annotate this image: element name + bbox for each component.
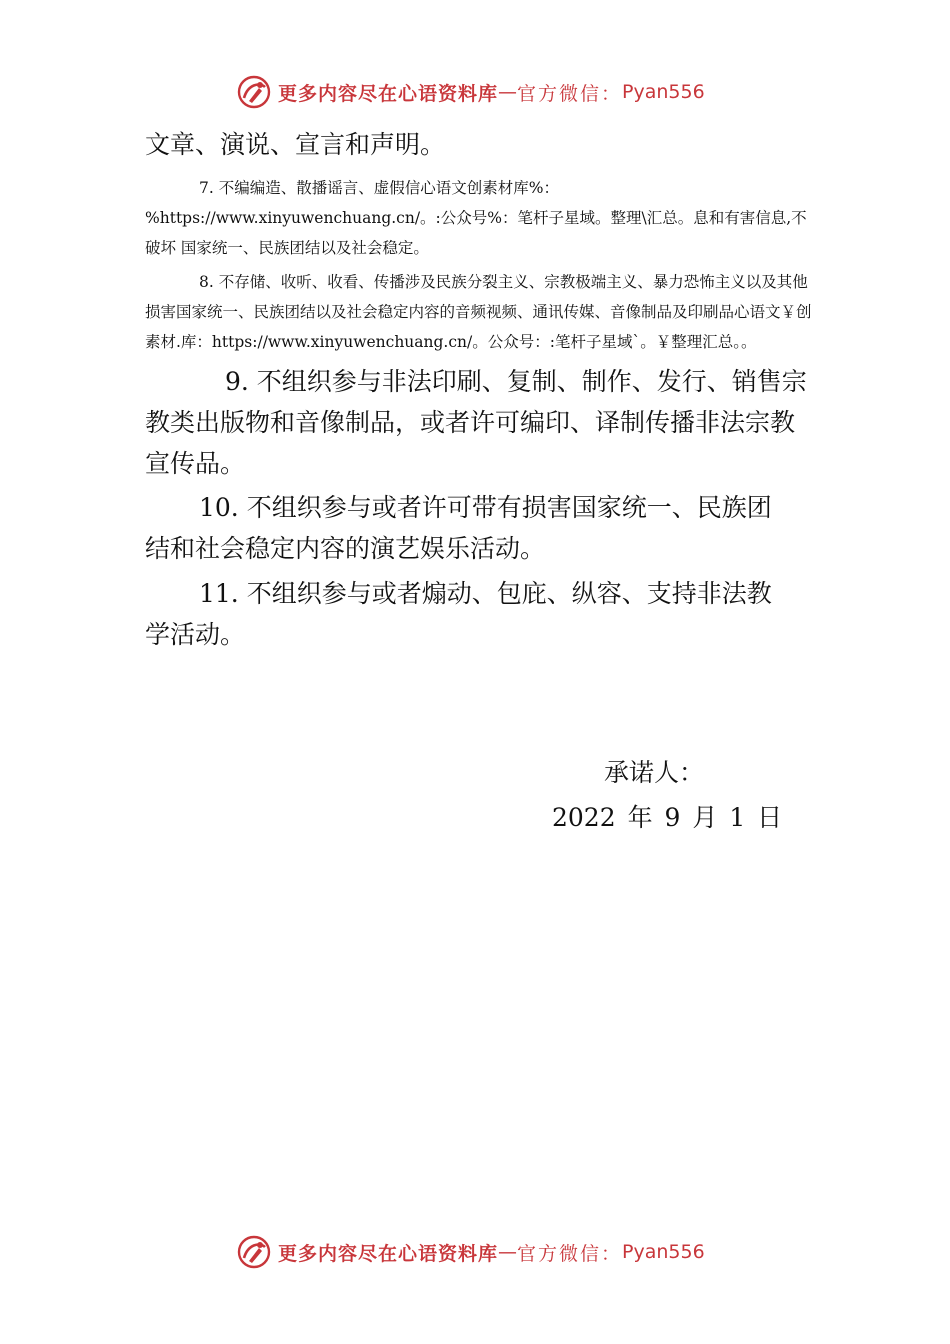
banner-separator: —	[498, 81, 518, 103]
brand-logo-icon	[236, 1234, 272, 1270]
banner-wechat-id: Pyan556	[622, 1241, 705, 1263]
paragraph-continuation: 文章、演说、宣言和声明。	[145, 130, 446, 159]
banner-text: 更多内容尽在心语资料库	[278, 82, 499, 105]
banner-text: 更多内容尽在心语资料库	[278, 1242, 499, 1265]
paragraph-7: 7. 不编编造、散播谣言、虚假信心语文创素材库%：%https://www.xinyuwenchuang.cn/。:公众号%：笔杆子星域。整理\汇总。息和有害信息,不破坏 国家统一、民族团结以及社会稳定。	[145, 179, 807, 257]
header-banner	[236, 72, 756, 112]
banner-separator: —	[498, 1241, 518, 1263]
banner-wechat-label: 官方微信：	[517, 1242, 623, 1265]
banner-wechat-label: 官方微信：	[517, 82, 623, 105]
signature-date: 2022 年 9 月 1 日	[552, 803, 783, 832]
paragraph-11: 11. 不组织参与或者煽动、包庇、纵容、支持非法教学活动。	[145, 579, 772, 649]
signatory-label: 承诺人：	[604, 758, 705, 787]
brand-logo-icon	[236, 74, 272, 110]
banner-wechat-id: Pyan556	[622, 81, 705, 103]
paragraph-9: 9. 不组织参与非法印刷、复制、制作、发行、销售宗教类出版物和音像制品，或者许可编印、译制传播非法宗教宣传品。	[145, 367, 807, 478]
paragraph-8: 8. 不存储、收听、收看、传播涉及民族分裂主义、宗教极端主义、暴力恐怖主义以及其他损害国家统一、民族团结以及社会稳定内容的音频视频、通讯传媒、音像制品及印刷品心语文￥创素材.库：https://www.xinyuwenchuang.cn/。公众号：:笔杆子星域`。￥整理汇总。。	[145, 273, 812, 351]
paragraph-10: 10. 不组织参与或者许可带有损害国家统一、民族团结和社会稳定内容的演艺娱乐活动。	[145, 493, 772, 563]
footer-banner	[236, 1232, 756, 1272]
document-body	[145, 124, 815, 655]
